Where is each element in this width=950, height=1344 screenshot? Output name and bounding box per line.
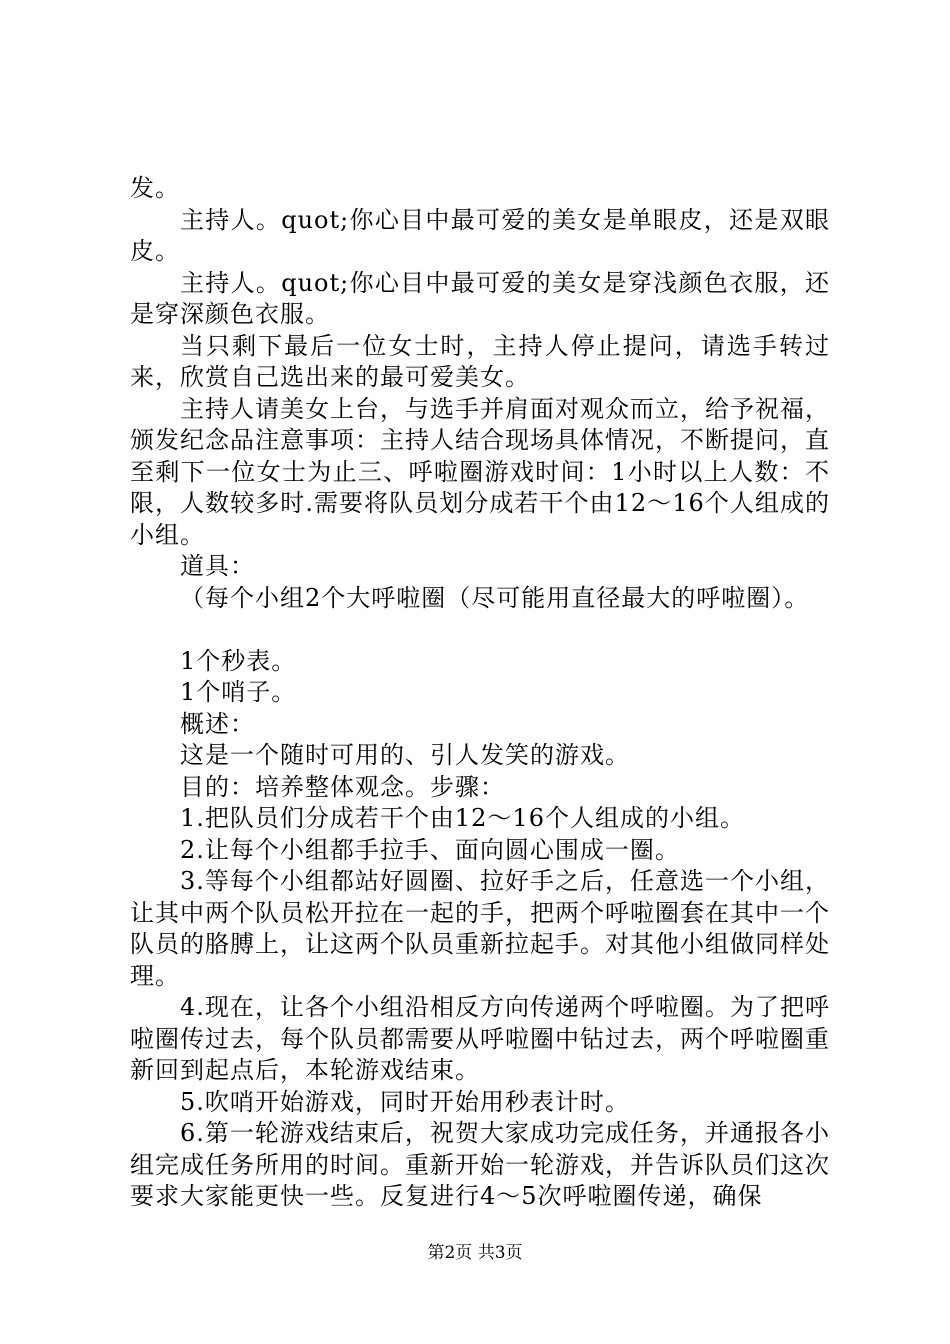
step-item: 1.把队员们分成若干个由12～16个人组成的小组。 bbox=[180, 804, 745, 832]
step-item: 5.吹哨开始游戏，同时开始用秒表计时。 bbox=[180, 1087, 630, 1116]
step-item: 2.让每个小组都手拉手、面向圆心围成一圈。 bbox=[180, 835, 680, 864]
paragraph-continuation: 发。 bbox=[130, 174, 180, 202]
step-item: 6.第一轮游戏结束后，祝贺大家成功完成任务，并通报各小组完成任务所用的时间。重新开始一轮游戏，并告诉队员们这次要求大家能更快一些。反复进行4～5次呼啦圈传递，确保 bbox=[130, 1119, 830, 1210]
paragraph: 这是一个随时可用的、引人发笑的游戏。 bbox=[180, 741, 630, 769]
paragraph: （每个小组2个大呼啦圈（尽可能用直径最大的呼啦圈）。 bbox=[180, 583, 810, 612]
paragraph: 目的：培养整体观念。步骤： bbox=[180, 772, 505, 801]
step-item: 4.现在，让各个小组沿相反方向传递两个呼啦圈。为了把呼啦圈传过去，每个队员都需要从呼啦圈中钻过去，两个呼啦圈重新回到起点后，本轮游戏结束。 bbox=[130, 993, 830, 1084]
paragraph: 主持人。quot;你心目中最可爱的美女是穿浅颜色衣服，还是穿深颜色衣服。 bbox=[130, 268, 830, 328]
paragraph: 1个秒表。 bbox=[180, 646, 297, 675]
paragraph: 当只剩下最后一位女士时，主持人停止提问，请选手转过来，欣赏自己选出来的最可爱美女。 bbox=[130, 331, 830, 391]
step-item: 3.等每个小组都站好圆圈、拉好手之后，任意选一个小组，让其中两个队员松开拉在一起的手，把两个呼啦圈套在其中一个队员的胳膊上，让这两个队员重新拉起手。对其他小组做同样处理。 bbox=[130, 867, 830, 990]
page-number: 第2页 共3页 bbox=[427, 1243, 523, 1263]
paragraph: 道具： bbox=[180, 552, 255, 580]
paragraph: 主持人。quot;你心目中最可爱的美女是单眼皮，还是双眼皮。 bbox=[130, 205, 830, 265]
paragraph: 概述： bbox=[180, 709, 255, 738]
page-footer bbox=[0, 1242, 950, 1264]
document-body bbox=[130, 173, 830, 1213]
blank-line bbox=[130, 614, 830, 646]
paragraph: 主持人请美女上台，与选手并肩面对观众而立，给予祝福，颁发纪念品注意事项：主持人结合现场具体情况，不断提问，直至剩下一位女士为止三、呼啦圈游戏时间：1小时以上人数：不限，人数较多时.需要将队员划分成若干个由12～16个人组成的小组。 bbox=[130, 394, 830, 549]
paragraph: 1个哨子。 bbox=[180, 678, 297, 706]
